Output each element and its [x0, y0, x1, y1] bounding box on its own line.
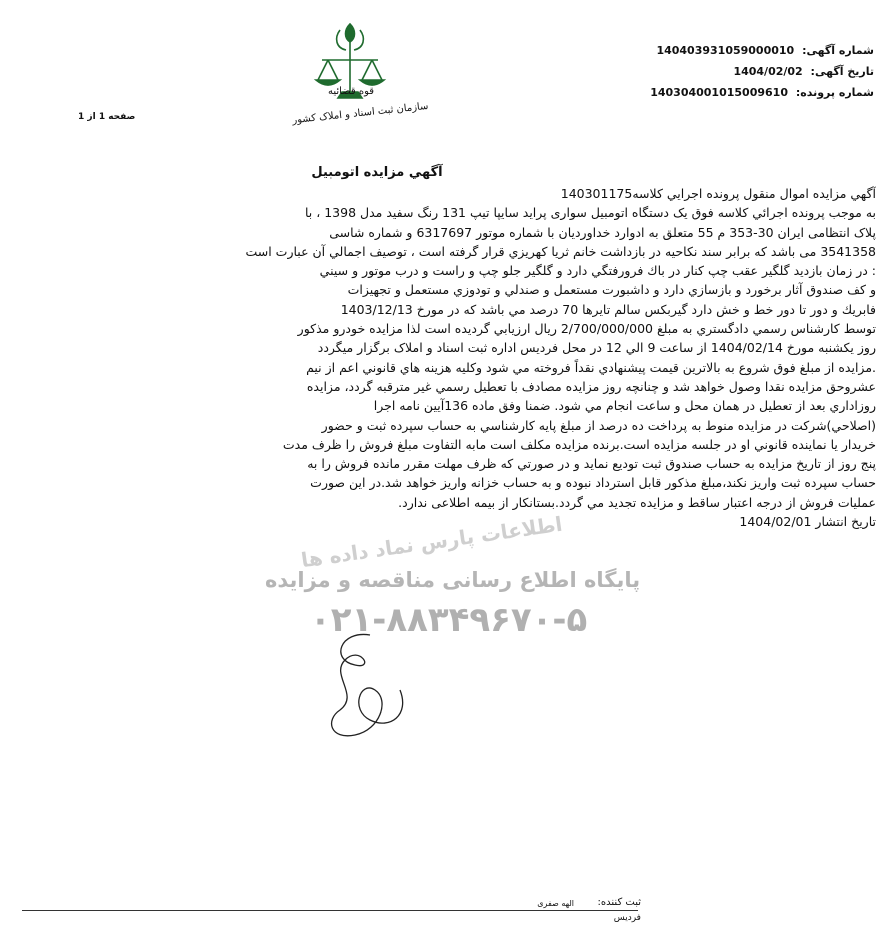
- registrar-label: ثبت کننده:: [597, 897, 641, 908]
- page-title: [0, 165, 884, 180]
- watermark-phone: ۰۲۱-۸۸۳۴۹۶۷۰-۵: [310, 600, 588, 640]
- body-line: : در زمان بازديد گلگير عقب چپ كنار در باك فرورفتگي دارد و گلگير جلو چپ و راست و درب موتور و سيني: [319, 263, 876, 279]
- case-number-label: شماره پرونده:: [795, 86, 874, 99]
- body-line: روزاداري بعد از تعطيل در همان محل و ساعت انجام مي شود. ضمنا وفق ماده 136آيين نامه اجرا: [373, 398, 876, 414]
- ad-date-row: [544, 61, 874, 82]
- body-line: به موجب پرونده اجرائي کلاسه فوق يک دستگاه اتومبيل سواری پرايد سايپا تيپ 131 رنگ سفيد مدل 1398 ، با: [304, 205, 876, 221]
- body-line: حساب سپرده ثبت واريز نکند،مبلغ مذکور قابل استرداد نبوده و به حساب خزانه واريز خواهد شد.در اين صورت: [310, 475, 876, 491]
- case-number-row: [544, 82, 874, 103]
- ad-number: 140403931059000010: [656, 44, 795, 57]
- body-line: پلاک انتظامی ايران 30-353 م 55 متعلق به ادوارد خداورديان با شماره موتور 6317697 و شماره شاسی: [329, 224, 876, 240]
- emblem-caption-judiciary: قوه قضائیه: [328, 86, 375, 97]
- ad-date-label: تاریخ آگهی:: [810, 65, 874, 78]
- registry-office: فردیس: [613, 913, 641, 923]
- ad-date: 1404/02/02: [733, 65, 803, 78]
- watermark-line-1: اطلاعات پارس نماد داده ها: [299, 511, 564, 573]
- body-line: عشروحق مزايده نقدا وصول خواهد شد و چنانچه روز مزايده مصادف با تعطيل رسمي غير مترقبه گردد، مزايده: [306, 378, 876, 394]
- title-text: آگهي مزايده اتومبيل: [311, 165, 443, 180]
- footer-divider: [22, 910, 638, 911]
- body-line: توسط كارشناس رسمي دادگستري به مبلغ 2/700/000/000 ريال ارزيابي گرديده است لذا مزايده خودرو مذکور: [297, 321, 876, 337]
- body-line: .مزايده از مبلغ فوق شروع به بالاترين قيمت پيشنهادي نقداً فروخته مي شود وكليه هزينه هاي قانوني اعم از نيم: [306, 359, 876, 375]
- body-line: و كف صندوق آثار برخورد و بازسازي دارد و داشبورت مستعمل و صندلي و تودوزي مستعمل و تجهيزات: [347, 282, 876, 298]
- emblem-caption-organization: سازمان ثبت اسناد و املاک کشور: [291, 100, 429, 127]
- body-line: آگهي مزايده اموال منقول پرونده اجرايي كلاسه140301175: [560, 186, 876, 201]
- body-line: خريدار يا نماينده قانوني او در جلسه مزايده است.برنده مزايده مکلف است مابه التفاوت مبلغ فروش را ظرف مدت: [282, 436, 876, 452]
- body-line: پنج روز از تاريخ مزايده به حساب صندوق ثبت توديع نمايد و در صورتي که ظرف مهلت مقرر مانده فروش را به: [307, 456, 876, 472]
- case-number: 140304001015009610: [650, 86, 788, 99]
- page-indicator: صفحه 1 از 1: [78, 112, 136, 122]
- body-line: روز يکشنبه مورخ 1404/02/14 از ساعت 9 الي 12 در محل فرديس اداره ثبت اسناد و املاک برگزار ميگردد: [317, 340, 876, 356]
- ad-body: [8, 184, 876, 531]
- ad-number-row: [544, 40, 874, 61]
- watermark-line-2: پایگاه اطلاع رسانی مناقصه و مزایده: [265, 568, 641, 592]
- ad-metadata: [544, 40, 874, 103]
- ad-number-label: شماره آگهی:: [802, 44, 874, 57]
- registrar-name: الهه صفری: [537, 899, 574, 908]
- signature-icon: [300, 620, 450, 750]
- body-line: (اصلاحي)شرکت در مزايده منوط به پرداخت ده درصد از مبلغ پايه کارشناسي به حساب سپرده ثبت و حضور: [321, 417, 876, 433]
- body-line: عمليات فروش از درجه اعتبار ساقط و مزايده تجديد مي گردد.بستانکار از بيمه اطلاعی ندارد.: [398, 494, 876, 510]
- publish-date-line: تاريخ انتشار 1404/02/01: [739, 514, 876, 530]
- body-line: فابريك و دور تا دور خط و خش دارد گيربكس سالم تايرها 70 درصد مي باشد كه در مورخ 1403/12/13: [340, 301, 876, 317]
- body-line: 3541358 می باشد که برابر سند نکاحيه در بازداشت خانم ثريا کهريزي قرار گرفته است ، توصيف اجمالي آن عبارت است: [245, 243, 876, 259]
